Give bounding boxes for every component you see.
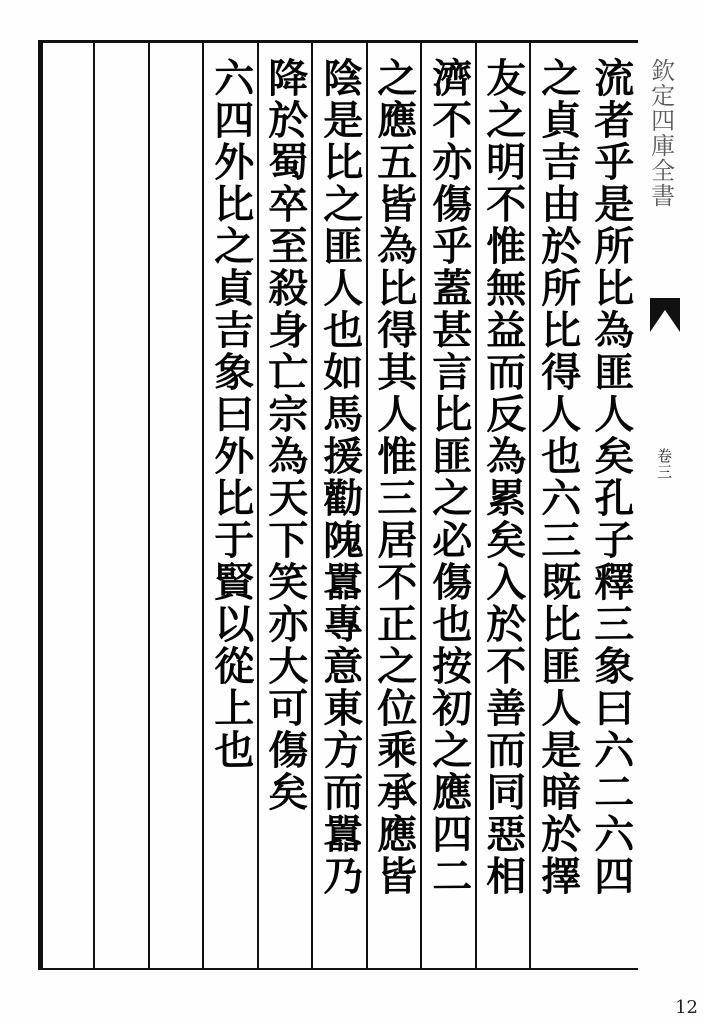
text-column-3 <box>475 43 530 968</box>
text-column-8 <box>202 43 257 968</box>
fish-tail-wedge <box>650 310 680 332</box>
book-title: 欽定四庫全書 <box>646 58 675 208</box>
fish-tail-bar <box>650 298 680 310</box>
column-text: 陰是比之匪人也如馬援勸隗囂專意東方而囂乃 <box>316 56 364 898</box>
margin-strip <box>638 40 700 970</box>
text-column-9-blank <box>148 43 203 968</box>
fish-tail-ornament <box>650 298 680 334</box>
page-number: 12 <box>675 997 698 1018</box>
fascicle-label: 卷三 <box>655 448 673 480</box>
column-text: 六四外比之貞吉象曰外比于賢以從上也 <box>207 56 255 772</box>
column-text: 濟不亦傷乎蓋甚言比匪之必傷也按初之應四二 <box>425 56 473 898</box>
text-frame <box>38 40 638 970</box>
text-column-10-blank <box>93 43 148 968</box>
text-column-5 <box>366 43 421 968</box>
text-column-6 <box>311 43 366 968</box>
column-text: 友之明不惟無益而反為累矣入於不善而同惡相 <box>480 56 528 898</box>
text-column-2 <box>529 43 584 968</box>
text-column-1 <box>584 43 639 968</box>
column-text: 流者乎是所比為匪人矣孔子釋三象曰六二六四 <box>588 56 636 898</box>
text-column-4 <box>420 43 475 968</box>
column-text: 之應五皆為比得其人惟三居不正之位乘承應皆 <box>371 56 419 898</box>
column-text: 之貞吉由於所比得人也六三既比匪人是暗於擇 <box>534 56 582 898</box>
text-column-7 <box>257 43 312 968</box>
column-text: 降於蜀卒至殺身亡宗為天下笑亦大可傷矣 <box>262 56 310 814</box>
